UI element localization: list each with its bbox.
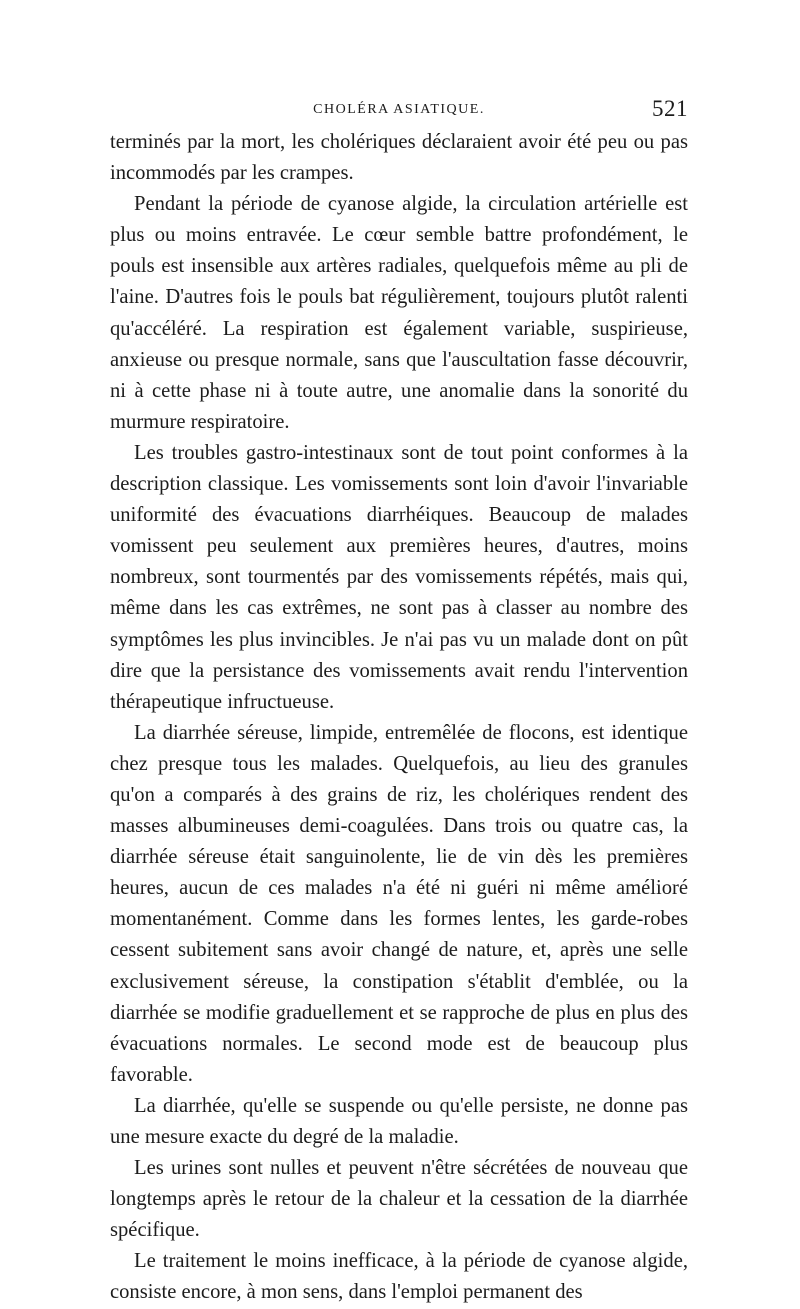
page-number: 521 [652,96,688,121]
paragraph-diarrhee-mesure: La diarrhée, qu'elle se suspende ou qu'elle persiste, ne donne pas une mesure exacte du degré de la maladie. [110,1094,688,1148]
paragraph-gastro-intestinal: Les troubles gastro-intestinaux sont de tout point conformes à la description classique. Les vomissements sont loin d'avoir l'invariable uniformité des évacuations diarrhéiques. Beaucoup de malades vomissent peu seulement aux premières heures, d'autres, moins nombreux, sont tourmentés par des vomissements répétés, mais qui, même dans les cas extrêmes, ne sont pas à classer au nombre des symptômes les plus invincibles. Je n'ai pas vu un malade dont on pût dire que la persistance des vomissements avait rendu l'intervention thérapeutique infructueuse. [110,441,688,713]
running-head [110,96,688,126]
paragraph-traitement: Le traitement le moins inefficace, à la période de cyanose algide, consiste encore, à mon sens, dans l'emploi permanent des [110,1250,688,1304]
paragraph-urines: Les urines sont nulles et peuvent n'être sécrétées de nouveau que longtemps après le retour de la chaleur et la cessation de la diarrhée spécifique. [110,1157,688,1242]
paragraph-continuation: terminés par la mort, les cholériques déclaraient avoir été peu ou pas incommodés par les crampes. [110,131,688,185]
body-text [110,127,688,1309]
paragraph-diarrhee-sereuse: La diarrhée séreuse, limpide, entremêlée de flocons, est identique chez presque tous les malades. Quelquefois, au lieu des granules qu'on a comparés à des grains de riz, les cholériques rendent des masses albumineuses demi-coagulées. Dans trois ou quatre cas, la diarrhée séreuse était sanguinolente, lie de vin dès les premières heures, aucun de ces malades n'a été ni guéri ni même amélioré momentanément. Comme dans les formes lentes, les garde-robes cessent subitement sans avoir changé de nature, et, après une selle exclusivement séreuse, la constipation s'établit d'emblée, ou la diarrhée se modifie graduellement et se rapproche de plus en plus des évacuations normales. Le second mode est de beaucoup plus favorable. [110,721,688,1086]
running-title: CHOLÉRA ASIATIQUE. [313,102,485,117]
paragraph-circulation: Pendant la période de cyanose algide, la circulation artérielle est plus ou moins entravée. Le cœur semble battre profondément, le pouls est insensible aux artères radiales, quelquefois même au pli de l'aine. D'autres fois le pouls bat régulièrement, toujours plutôt ralenti qu'accéléré. La respiration est également variable, suspirieuse, anxieuse ou presque normale, sans que l'auscultation fasse découvrir, ni à cette phase ni à toute autre, une anomalie dans la sonorité du murmure respiratoire. [110,193,688,433]
